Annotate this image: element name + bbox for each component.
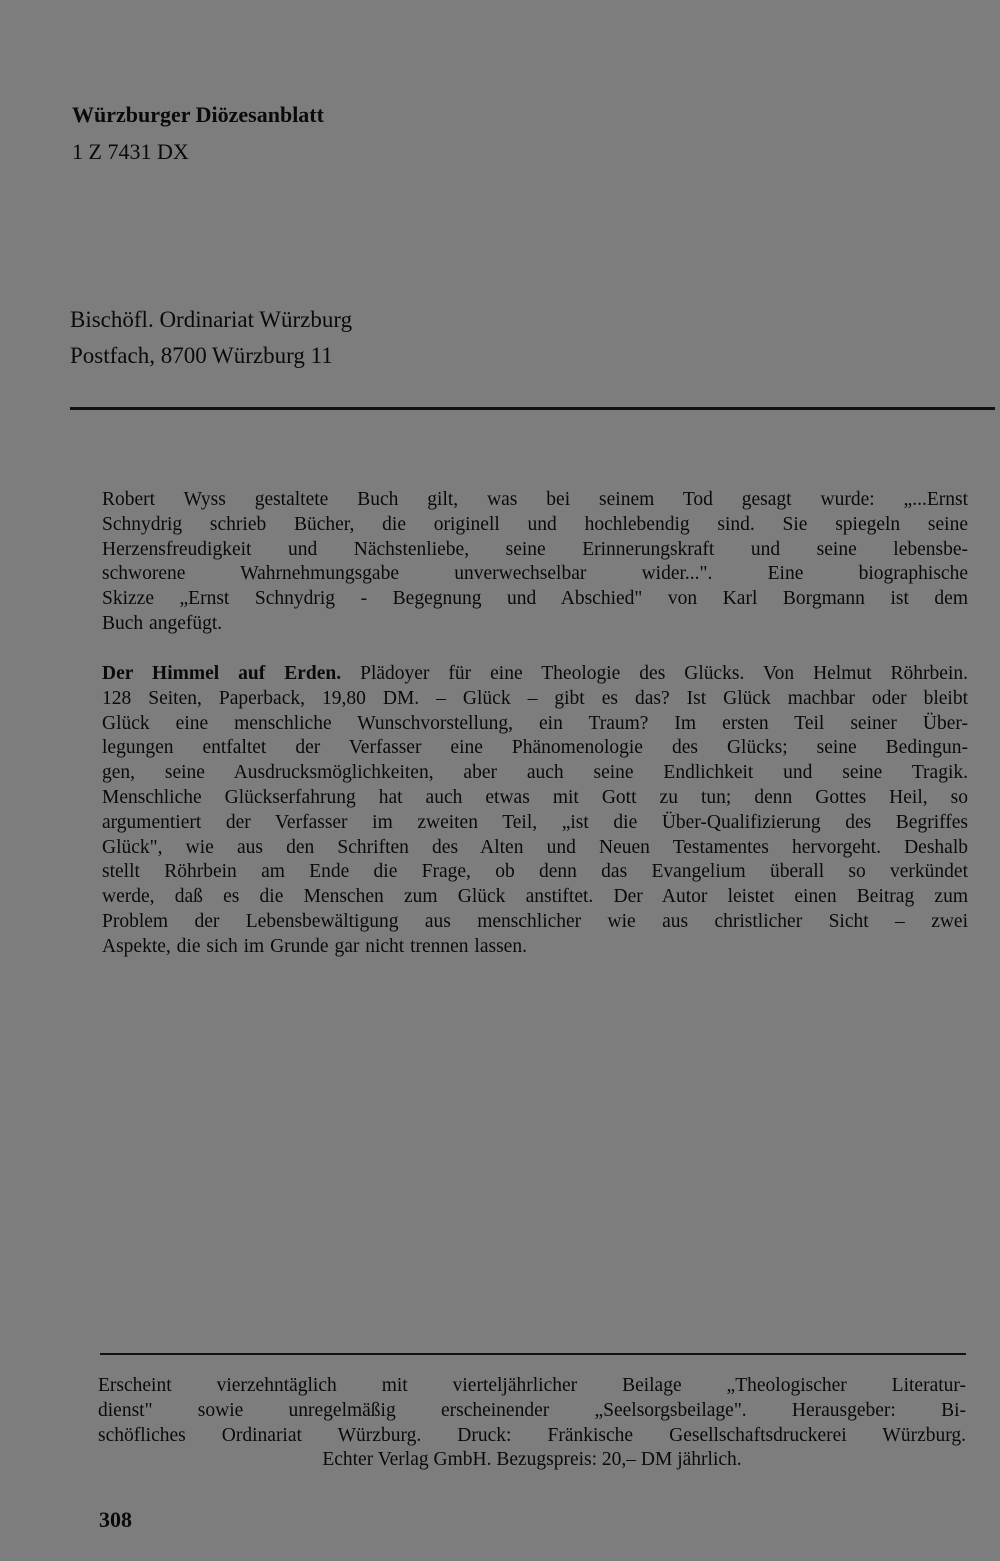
book-title: Der Himmel auf Erden. xyxy=(102,663,342,684)
text-line: 128 Seiten, Paperback, 19,80 DM. – Glück – gibt es das? Ist Glück machbar oder bleibt xyxy=(102,687,968,709)
text-line: Schnydrig schrieb Bücher, die originell und hochlebendig sind. Sie spiegeln seine xyxy=(102,513,968,535)
footer-divider xyxy=(100,1353,966,1355)
text-line: Glück", wie aus den Schriften des Alten und Neuen Testamentes hervorgeht. Deshalb xyxy=(102,836,968,858)
text-line: Robert Wyss gestaltete Buch gilt, was bei seinem Tod gesagt wurde: „...Ernst xyxy=(102,489,968,510)
colophon xyxy=(98,1374,966,1473)
text-line: werde, daß es die Menschen zum Glück anstiftet. Der Autor leistet einen Beitrag zum xyxy=(102,886,968,908)
text-line: argumentiert der Verfasser im zweiten Teil, „ist die Über-Qualifizierung des Begriffes xyxy=(102,811,968,833)
text-line: Buch angefügt. xyxy=(102,612,223,634)
text-span: Plädoyer für eine Theologie des Glücks. Von Helmut Röhrbein. xyxy=(341,663,968,684)
text-line: Skizze „Ernst Schnydrig - Begegnung und Abschied" von Karl Borgmann ist dem xyxy=(102,588,968,610)
colophon-line: Erscheint vierzehntäglich mit vierteljährlicher Beilage „Theologischer Literatur- xyxy=(98,1375,966,1396)
book-review-2 xyxy=(102,662,968,960)
sender-name: Bischöfl. Ordinariat Würzburg xyxy=(70,307,353,332)
text-line: Herzensfreudigkeit und Nächstenliebe, seine Erinnerungskraft und seine lebensbe- xyxy=(102,538,968,560)
colophon-line: dienst" sowie unregelmäßig erscheinender „Seelsorgsbeilage". Herausgeber: Bi- xyxy=(98,1399,966,1421)
text-line: gen, seine Ausdrucksmöglichkeiten, aber auch seine Endlichkeit und seine Tragik. xyxy=(102,762,968,784)
text-line: schworene Wahrnehmungsgabe unverwechselbar wider...". Eine biographische xyxy=(102,563,968,585)
header-divider xyxy=(70,407,995,410)
book-review-1 xyxy=(102,488,968,637)
colophon-line: Echter Verlag GmbH. Bezugspreis: 20,– DM jährlich. xyxy=(322,1449,742,1471)
text-line: legungen entfaltet der Verfasser eine Phänomenologie des Glücks; seine Bedingun- xyxy=(102,737,968,759)
masthead-title: Würzburger Diözesanblatt xyxy=(72,102,324,127)
text-line: stellt Röhrbein am Ende die Frage, ob denn das Evangelium überall so verkündet xyxy=(102,861,968,883)
colophon-line: schöfliches Ordinariat Würzburg. Druck: Fränkische Gesellschaftsdruckerei Würzburg. xyxy=(98,1424,966,1446)
masthead-id: 1 Z 7431 DX xyxy=(72,139,189,164)
page-number: 308 xyxy=(99,1507,132,1532)
text-line: Problem der Lebensbewältigung aus menschlicher wie aus christlicher Sicht – zwei xyxy=(102,910,968,932)
text-line: Menschliche Glückserfahrung hat auch etwas mit Gott zu tun; denn Gottes Heil, so xyxy=(102,786,968,808)
sender-address: Postfach, 8700 Würzburg 11 xyxy=(70,343,333,368)
text-line xyxy=(102,662,968,687)
text-line: Aspekte, die sich im Grunde gar nicht trennen lassen. xyxy=(102,935,527,957)
text-line: Glück eine menschliche Wunschvorstellung, ein Traum? Im ersten Teil seiner Über- xyxy=(102,712,968,734)
